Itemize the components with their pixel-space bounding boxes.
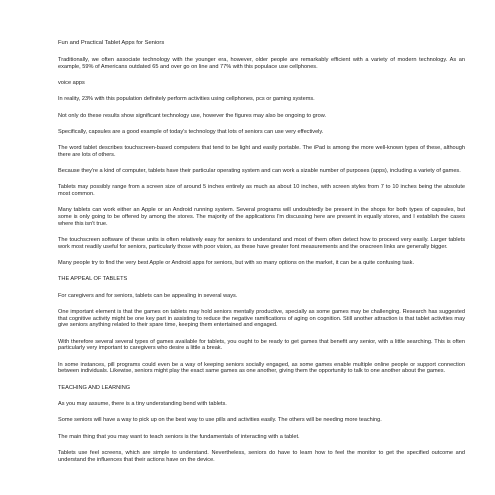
paragraph: In some instances, pill programs could even be a way of keeping seniors socially engaged, as some games enable multiple online people or support connection between individuals. Likewise, seniors might play the exact same games as one another, giving them the opportunity to talk to one another about the games.: [58, 361, 465, 375]
paragraph: Some seniors will have a way to pick up on the best way to use pills and activities easily. The others will be needing more teaching.: [58, 417, 382, 424]
paragraph: Many tablets can work either an Apple or an Android running system. Several programs will undoubtedly be present in the shops for both types of capsules, but some is only going to be offered by among the stores. The majority of the applications I'm discussing here are present in equally stores, and I establish the cases where this isn't true.: [58, 207, 465, 227]
paragraph: Traditionally, we often associate technology with the younger era, however, older people are remarkably efficient with a variety of modern technology. As an example, 59% of Americans outdated 65 and over go on line and 77% with this populace use cellphones.: [58, 57, 465, 70]
paragraph: Many people try to find the very best Apple or Android apps for seniors, but with so many options on the market, it can be a quite confusing task.: [58, 260, 415, 267]
paragraph: voice apps: [58, 80, 85, 86]
paragraph: As you may assume, there is a tiny understanding bend with tablets.: [58, 401, 227, 408]
paragraph: Because they're a kind of computer, tablets have their particular operating system and can work a sizable number of purposes (apps), including a variety of games.: [58, 168, 461, 175]
paragraph: The main thing that you may want to teach seniors is the fundamentals of interacting with a tablet.: [58, 433, 300, 440]
section-heading: THE APPEAL OF TABLETS: [58, 276, 128, 283]
paragraph: The word tablet describes touchscreen-based computers that tend to be light and easily portable. The iPad is among the more well-known types of these, although there are lots of others.: [58, 145, 465, 158]
paragraph: For caregivers and for seniors, tablets can be appealing in several ways.: [58, 292, 238, 299]
paragraph: One important element is that the games on tablets may hold seniors mentally productive, specially as some games may be challenging. Research has suggested that cognitive activity might be one key part in assisting to reduce the negative ramifications of aging on cognition. Still another attraction is that tablet activities may give seniors anything related to their spare time, keeping them entertained and engaged.: [58, 309, 465, 329]
paragraph: Not only do these results show significant technology use, however the figures may also be ongoing to grow.: [58, 112, 327, 119]
paragraph: In reality, 23% with this population definitely perform activities using cellphones, pcs or gaming systems.: [58, 96, 315, 103]
paragraph: Tablets use feel screens, which are simple to understand. Nevertheless, seniors do have to learn how to feel the monitor to get the specified outcome and understand the influences that their actions have on the device.: [58, 449, 465, 463]
paragraph: Specifically, capsules are a good example of today's technology that lots of seniors can use very effectively.: [58, 128, 324, 135]
paragraph: With therefore several several types of games available for tablets, you ought to be ready to get games that benefit any senior, with a little searching. This is often particularly very important to caregivers who desire a little a break.: [58, 338, 465, 352]
document-title: Fun and Practical Tablet Apps for Seniors: [58, 40, 165, 46]
section-heading: TEACHING AND LEARNING: [58, 384, 131, 391]
document-body: [58, 57, 465, 463]
paragraph: The touchscreen software of these units is often relatively easy for seniors to understand and most of them often detect how to proceed very easily. Larger tablets work most readily useful for seniors, particularly those with poor vision, as these have greater font measurements and the onscreen links are generally bigger.: [58, 237, 465, 250]
paragraph: Tablets may possibly range from a screen size of around 5 inches entirely as much as about 10 inches, with screen styles from 7 to 10 inches being the absolute most common.: [58, 184, 465, 198]
